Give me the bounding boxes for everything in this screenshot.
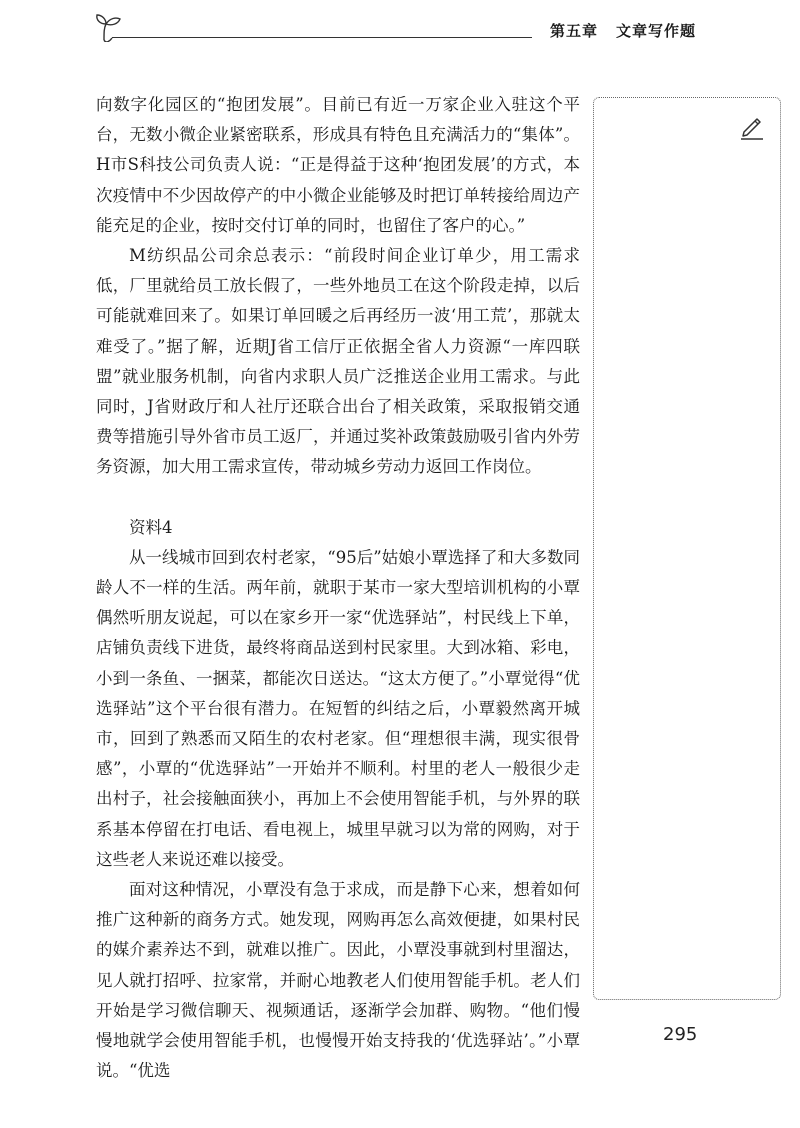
pencil-icon (738, 112, 766, 140)
header-rule (112, 37, 532, 38)
page-number: 295 (663, 1024, 698, 1045)
chapter-number: 第五章 (550, 22, 599, 40)
notes-box (593, 97, 781, 1000)
paragraph: 从一线城市回到农村老家，“95后”姑娘小覃选择了和大多数同龄人不一样的生活。两年前，就职于某市一家大型培训机构的小覃偶然听朋友说起，可以在家乡开一家“优选驿站”，村民线上下单，店铺负责线下进货，最终将商品送到村民家里。大到冰箱、彩电，小到一条鱼、一捆菜，都能次日送达。“这太方便了。”小覃觉得“优选驿站”这个平台很有潜力。在短暂的纠结之后，小覃毅然离开城市，回到了熟悉而又陌生的农村老家。但“理想很丰满，现实很骨感”，小覃的“优选驿站”一开始并不顺利。村里的老人一般很少走出村子，社会接触面狭小，再加上不会使用智能手机，与外界的联系基本停留在打电话、看电视上，城里早就习以为常的网购，对于这些老人来说还难以接受。 (96, 547, 580, 869)
page-header (0, 0, 800, 60)
section-label: 资料4 (129, 517, 173, 537)
paragraph: M纺织品公司余总表示：“前段时间企业订单少，用工需求低，厂里就给员工放长假了，一些外地员工在这个阶段走掉，以后可能就难回来了。如果订单回暖之后再经历一波‘用工荒’，那就太难受了。”据了解，近期J省工信厅正依据全省人力资源“一库四联盟”就业服务机制，向省内求职人员广泛推送企业用工需求。与此同时，J省财政厅和人社厅还联合出台了相关政策，采取报销交通费等措施引导外省市员工返厂，并通过奖补政策鼓励吸引省内外劳务资源，加大用工需求宣传，带动城乡劳动力返回工作岗位。 (96, 246, 580, 477)
paragraph: 向数字化园区的“抱团发展”。目前已有近一万家企业入驻这个平台，无数小微企业紧密联系，形成具有特色且充满活力的“集体”。H市S科技公司负责人说：“正是得益于这种‘抱团发展’的方式，本次疫情中不少因故停产的中小微企业能够及时把订单转接给周边产能充足的企业，按时交付订单的同时，也留住了客户的心。” (96, 95, 580, 235)
chapter-heading (550, 20, 696, 41)
paragraph: 面对这种情况，小覃没有急于求成，而是静下心来，想着如何推广这种新的商务方式。她发现，网购再怎么高效便捷，如果村民的媒介素养达不到，就难以推广。因此，小覃没事就到村里溜达，见人就打招呼、拉家常，并耐心地教老人们使用智能手机。老人们开始是学习微信聊天、视频通话，逐渐学会加群、购物。“他们慢慢地就学会使用智能手机，也慢慢开始支持我的‘优选驿站’。”小覃说。“优选 (96, 880, 580, 1081)
chapter-title: 文章写作题 (616, 22, 697, 40)
body-text (96, 90, 580, 1087)
